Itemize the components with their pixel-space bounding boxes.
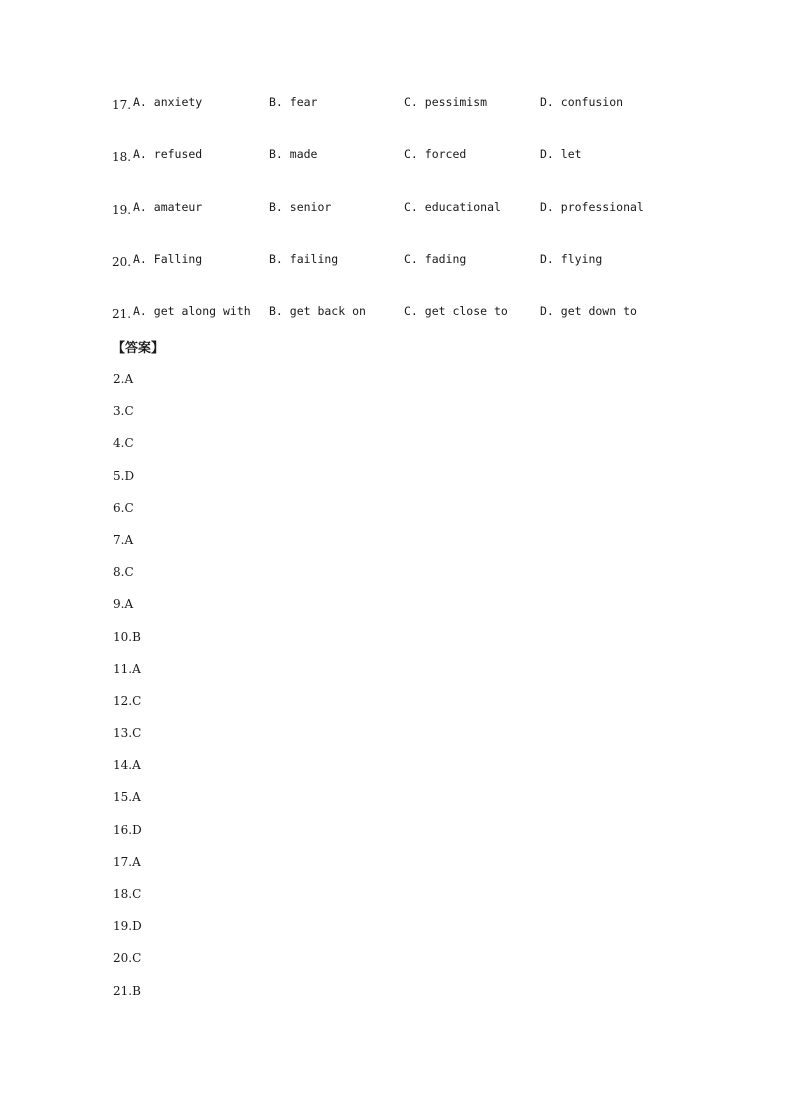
answer-item: 13.C [113,726,142,741]
question-number: 20. [112,254,132,269]
answer-list [113,372,142,1016]
answer-heading: 【答案】 [112,341,165,356]
option-c: C. fading [404,251,467,266]
answer-item: 7.A [113,532,134,547]
option-a: A. refused [133,147,203,162]
option-c: C. educational [404,199,501,214]
answer-item: 5.D [113,468,135,483]
option-c: C. pessimism [404,95,488,109]
answer-item: 14.A [113,758,141,773]
option-c: C. get close to [404,304,508,319]
option-b: B. made [269,147,318,162]
answer-item: 4.C [113,436,134,451]
option-d: D. confusion [540,95,624,109]
option-a: A. amateur [133,199,203,214]
option-a: A. anxiety [133,95,203,109]
option-a: A. get along with [133,304,251,319]
option-d: D. get down to [540,304,637,319]
option-b: B. fear [269,95,318,109]
answer-item: 11.A [113,661,141,676]
option-d: D. professional [540,199,644,214]
answer-item: 19.D [113,919,142,934]
answer-item: 2.A [113,372,134,386]
question-number: 18. [112,150,132,165]
question-row [112,301,712,353]
question-row [112,144,712,196]
answer-item: 3.C [113,404,134,419]
option-d: D. let [540,147,582,162]
answer-item: 6.C [113,500,134,515]
question-number: 21. [112,307,132,322]
question-row [112,249,712,301]
answer-item: 21.B [113,983,141,998]
answer-item: 16.D [113,822,142,837]
question-row [112,197,712,249]
answer-item: 18.C [113,887,142,901]
question-number: 17. [112,98,132,112]
answer-item: 20.C [113,951,142,966]
option-b: B. senior [269,199,332,214]
question-number: 19. [112,202,132,217]
option-c: C. forced [404,147,467,162]
option-b: B. failing [269,251,339,266]
question-list [112,92,712,353]
option-a: A. Falling [133,251,203,266]
option-d: D. flying [540,251,603,266]
option-b: B. get back on [269,304,366,319]
answer-item: 15.A [113,790,141,805]
answer-item: 8.C [113,565,134,580]
question-row [112,92,712,144]
answer-item: 9.A [113,597,134,612]
answer-item: 10.B [113,629,141,644]
answer-item: 12.C [113,693,142,708]
answer-item: 17.A [113,854,141,869]
